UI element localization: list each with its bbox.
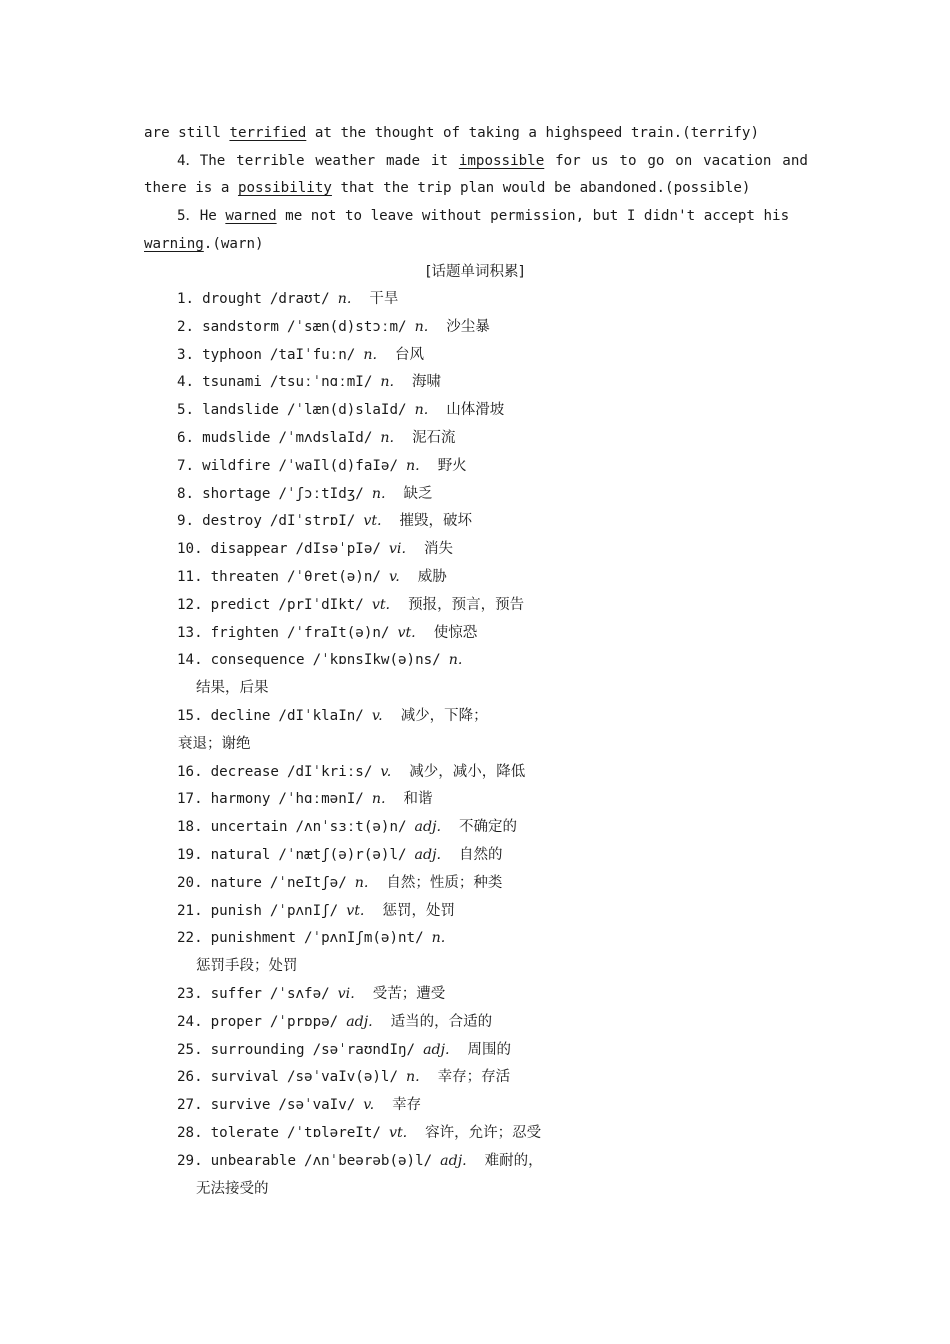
vocab-word: mudslide [202, 430, 271, 446]
vocab-phonetic: /ˈhɑːmənI/ [278, 791, 364, 807]
word: it [430, 153, 449, 169]
vocab-chinese-meaning: 威胁 [417, 569, 447, 585]
vocab-part-of-speech: n. [380, 430, 395, 446]
vocab-chinese-meaning: 使惊恐 [433, 625, 478, 641]
vocab-phonetic: /ˈsʌfə/ [269, 986, 330, 1002]
vocab-number: 4. [177, 374, 195, 390]
vocab-item [177, 424, 456, 452]
vocab-item [177, 1008, 492, 1036]
word: 4．The [177, 153, 226, 169]
word: vacation [703, 153, 772, 169]
vocab-number: 27. [177, 1097, 203, 1113]
vocab-number: 15. [177, 708, 203, 724]
vocab-phonetic: /ˈkɒnsIkw(ə)ns/ [312, 652, 441, 668]
exercise-item-4-line-1 [177, 147, 808, 175]
vocab-phonetic: /taIˈfuːn/ [269, 347, 356, 363]
vocab-part-of-speech: vi. [388, 541, 406, 557]
vocab-word: surrounding [210, 1042, 305, 1058]
word: go [647, 153, 665, 169]
vocab-word: consequence [210, 652, 305, 668]
vocab-item [177, 813, 517, 841]
vocab-word: typhoon [202, 347, 262, 363]
vocab-word: decrease [210, 764, 279, 780]
vocab-number: 20. [177, 875, 203, 891]
vocab-number: 18. [177, 819, 203, 835]
vocab-phonetic: /ˈtɒləreIt/ [286, 1125, 381, 1141]
vocab-part-of-speech: v. [388, 569, 400, 585]
vocab-number: 14. [177, 652, 203, 668]
vocab-number: 16. [177, 764, 203, 780]
vocab-part-of-speech: vt. [363, 513, 382, 529]
vocab-word: wildfire [202, 458, 271, 474]
vocab-word: tolerate [210, 1125, 279, 1141]
vocab-word: disappear [210, 541, 288, 557]
vocab-item [177, 563, 447, 591]
vocab-word: threaten [210, 569, 279, 585]
vocab-chinese-meaning: 海啸 [412, 374, 442, 390]
word: terrible [236, 153, 305, 169]
vocab-chinese-meaning: 减少，下降； [400, 708, 488, 724]
vocab-word: drought [202, 291, 262, 307]
vocab-word: punish [210, 903, 262, 919]
section-title: [话题单词积累] [425, 264, 525, 280]
vocab-chinese-meaning: 台风 [394, 347, 424, 363]
vocab-item [177, 285, 398, 313]
vocab-item-continued: 结果，后果 [196, 680, 269, 696]
vocab-chinese-meaning: 预报，预言，预告 [408, 597, 525, 613]
vocab-phonetic: /ʌnˈbeərəb(ə)l/ [304, 1153, 433, 1169]
text: that the trip plan would be abandoned.(possible) [331, 180, 751, 196]
vocab-part-of-speech: adj. [414, 819, 441, 835]
text: there is a [144, 180, 238, 196]
vocab-word: suffer [210, 986, 262, 1002]
vocab-number: 7. [177, 458, 195, 474]
vocab-word: nature [210, 875, 262, 891]
vocab-number: 28. [177, 1125, 203, 1141]
vocab-word: frighten [210, 625, 279, 641]
vocab-number: 2. [177, 319, 195, 335]
vocab-item [177, 341, 424, 369]
vocab-part-of-speech: n. [414, 319, 429, 335]
vocab-phonetic: /səˈvaIv(ə)l/ [286, 1069, 399, 1085]
vocab-item [177, 1063, 510, 1091]
exercise-item-5-line-2 [144, 230, 808, 258]
vocab-phonetic: /dIsəˈpIə/ [295, 541, 381, 557]
vocab-chinese-meaning: 幸存；存活 [437, 1069, 511, 1085]
vocab-word: survive [210, 1097, 271, 1113]
vocab-word: proper [210, 1014, 262, 1030]
vocab-item [177, 1147, 543, 1175]
word: for [555, 153, 581, 169]
vocab-phonetic: /ˈprɒpə/ [269, 1014, 339, 1030]
vocab-word: survival [210, 1069, 279, 1085]
vocab-number: 5. [177, 402, 195, 418]
vocab-part-of-speech: adj. [414, 847, 441, 863]
vocab-phonetic: /ˈsæn(d)stɔːm/ [286, 319, 407, 335]
vocab-phonetic: /ʌnˈsɜːt(ə)n/ [295, 819, 407, 835]
vocab-word: natural [210, 847, 271, 863]
vocab-part-of-speech: n. [448, 652, 463, 668]
vocab-chinese-meaning: 难耐的， [484, 1153, 543, 1169]
vocab-number: 1. [177, 291, 195, 307]
vocab-phonetic: /draʊt/ [269, 291, 330, 307]
vocab-number: 23. [177, 986, 203, 1002]
vocab-number: 25. [177, 1042, 203, 1058]
vocab-number: 11. [177, 569, 203, 585]
vocab-part-of-speech: vt. [371, 597, 391, 613]
text: are still [144, 125, 230, 141]
vocab-part-of-speech: n. [354, 875, 369, 891]
word: on [675, 153, 693, 169]
vocab-word: shortage [202, 486, 271, 502]
vocab-part-of-speech: vi. [337, 986, 355, 1002]
vocab-phonetic: /ˈfraIt(ə)n/ [286, 625, 390, 641]
vocab-part-of-speech: v. [380, 764, 392, 780]
vocab-part-of-speech: v. [371, 708, 383, 724]
vocab-part-of-speech: n. [431, 930, 446, 946]
vocab-item [177, 980, 445, 1008]
vocab-part-of-speech: n. [337, 291, 352, 307]
vocab-phonetic: /ˈmʌdslaId/ [278, 430, 373, 446]
vocab-phonetic: /səˈvaIv/ [278, 1097, 356, 1113]
vocab-number: 13. [177, 625, 203, 641]
vocab-part-of-speech: n. [371, 486, 386, 502]
text: 5．He [177, 208, 226, 224]
vocab-number: 24. [177, 1014, 203, 1030]
vocab-part-of-speech: adj. [423, 1042, 450, 1058]
word: and [782, 153, 808, 169]
vocab-item [177, 924, 445, 952]
vocab-phonetic: /ˈlæn(d)slaId/ [286, 402, 407, 418]
answer-blank: possibility [237, 180, 332, 196]
vocab-number: 10. [177, 541, 203, 557]
vocab-item [177, 785, 433, 813]
vocab-word: sandstorm [202, 319, 279, 335]
answer-blank: impossible [458, 153, 545, 169]
vocab-item [177, 841, 503, 869]
vocab-number: 21. [177, 903, 203, 919]
vocab-chinese-meaning: 周围的 [467, 1042, 512, 1058]
vocab-word: unbearable [210, 1153, 297, 1169]
vocab-word: landslide [202, 402, 279, 418]
answer-blank: terrified [229, 125, 307, 141]
vocab-chinese-meaning: 和谐 [403, 791, 433, 807]
vocab-chinese-meaning: 适当的，合适的 [390, 1014, 493, 1030]
vocab-number: 8. [177, 486, 195, 502]
vocab-item [177, 897, 455, 925]
vocab-number: 3. [177, 347, 195, 363]
exercise-line-3-continued [144, 119, 808, 147]
vocab-word: destroy [202, 513, 262, 529]
vocab-item [177, 480, 433, 508]
vocab-chinese-meaning: 缺乏 [403, 486, 433, 502]
vocab-chinese-meaning: 不确定的 [459, 819, 517, 835]
vocab-item-continued: 惩罚手段；处罚 [196, 958, 298, 974]
vocab-chinese-meaning: 自然；性质；种类 [386, 875, 503, 891]
word: to [619, 153, 637, 169]
vocab-number: 26. [177, 1069, 203, 1085]
vocab-phonetic: /tsuːˈnɑːmI/ [269, 374, 373, 390]
vocab-item [177, 591, 524, 619]
word: made [385, 153, 421, 169]
vocab-item [177, 452, 467, 480]
vocab-part-of-speech: adj. [440, 1153, 467, 1169]
vocab-word: harmony [210, 791, 271, 807]
vocab-phonetic: /dIˈklaIn/ [278, 708, 364, 724]
vocab-part-of-speech: vt. [397, 625, 416, 641]
vocab-item [177, 507, 472, 535]
vocab-word: tsunami [202, 374, 262, 390]
vocab-item [177, 535, 453, 563]
vocab-chinese-meaning: 野火 [437, 458, 467, 474]
vocab-phonetic: /dIˈstrɒI/ [269, 513, 356, 529]
vocab-chinese-meaning: 惩罚，处罚 [382, 903, 455, 919]
vocab-number: 17. [177, 791, 203, 807]
vocab-chinese-meaning: 容许，允许；忍受 [425, 1125, 542, 1141]
vocab-chinese-meaning: 受苦；遭受 [372, 986, 446, 1002]
vocab-part-of-speech: n. [380, 374, 395, 390]
word: us [591, 153, 609, 169]
vocab-chinese-meaning: 沙尘暴 [446, 319, 490, 335]
word: weather [315, 153, 376, 169]
vocab-phonetic: /ˈneItʃə/ [269, 875, 347, 891]
vocab-part-of-speech: adj. [346, 1014, 373, 1030]
vocab-part-of-speech: n. [406, 458, 420, 474]
vocab-word: punishment [210, 930, 297, 946]
vocab-part-of-speech: vt. [388, 1125, 408, 1141]
vocab-item-continued: 衰退；谢绝 [178, 736, 251, 752]
vocab-item [177, 758, 525, 786]
vocab-item [177, 619, 477, 647]
vocab-part-of-speech: vt. [346, 903, 365, 919]
vocab-phonetic: /dIˈkriːs/ [286, 764, 373, 780]
vocab-item [177, 869, 502, 897]
vocab-number: 6. [177, 430, 195, 446]
vocab-chinese-meaning: 消失 [423, 541, 453, 557]
vocab-chinese-meaning: 幸存 [392, 1097, 422, 1113]
exercise-item-4-line-2 [144, 174, 808, 202]
text: me not to leave without permission, but I didn't accept his [276, 208, 790, 224]
vocab-item [177, 646, 462, 674]
vocab-chinese-meaning: 干旱 [369, 291, 399, 307]
vocab-phonetic: /ˈpʌnIʃm(ə)nt/ [304, 930, 424, 946]
vocab-chinese-meaning: 减少，减小，降低 [409, 764, 526, 780]
vocab-part-of-speech: n. [363, 347, 377, 363]
vocab-phonetic: /ˈʃɔːtIdʒ/ [278, 486, 364, 502]
vocab-item-continued: 无法接受的 [196, 1181, 269, 1197]
vocab-word: decline [210, 708, 271, 724]
vocab-phonetic: /ˈθret(ə)n/ [286, 569, 381, 585]
vocab-word: predict [210, 597, 271, 613]
vocab-word: uncertain [210, 819, 288, 835]
vocab-number: 9. [177, 513, 195, 529]
vocab-part-of-speech: n. [414, 402, 429, 418]
vocab-phonetic: /ˈwaIl(d)faIə/ [278, 458, 399, 474]
vocab-chinese-meaning: 山体滑坡 [446, 402, 505, 418]
answer-blank: warned [225, 208, 277, 224]
vocab-item [177, 1119, 541, 1147]
vocab-item [177, 368, 441, 396]
vocab-number: 12. [177, 597, 203, 613]
vocab-part-of-speech: n. [406, 1069, 420, 1085]
vocab-chinese-meaning: 自然的 [459, 847, 503, 863]
text: .(warn) [203, 236, 264, 252]
exercise-item-5-line-1 [177, 202, 841, 230]
vocab-item [177, 396, 504, 424]
vocab-item [177, 313, 490, 341]
text: at the thought of taking a highspeed train.(terrify) [306, 125, 760, 141]
vocab-part-of-speech: v. [363, 1097, 375, 1113]
answer-blank: warning [144, 236, 204, 252]
vocab-item [177, 1091, 421, 1119]
vocab-chinese-meaning: 摧毁，破坏 [399, 513, 473, 529]
vocab-phonetic: /səˈraʊndIŋ/ [312, 1042, 416, 1058]
vocab-chinese-meaning: 泥石流 [412, 430, 456, 446]
vocab-part-of-speech: n. [371, 791, 386, 807]
vocab-item [177, 702, 488, 730]
vocab-number: 29. [177, 1153, 203, 1169]
vocab-item [177, 1036, 511, 1064]
vocab-number: 19. [177, 847, 203, 863]
vocab-number: 22. [177, 930, 203, 946]
vocab-phonetic: /prIˈdIkt/ [278, 597, 364, 613]
vocab-phonetic: /ˈnætʃ(ə)r(ə)l/ [278, 847, 407, 863]
vocab-phonetic: /ˈpʌnIʃ/ [269, 903, 339, 919]
